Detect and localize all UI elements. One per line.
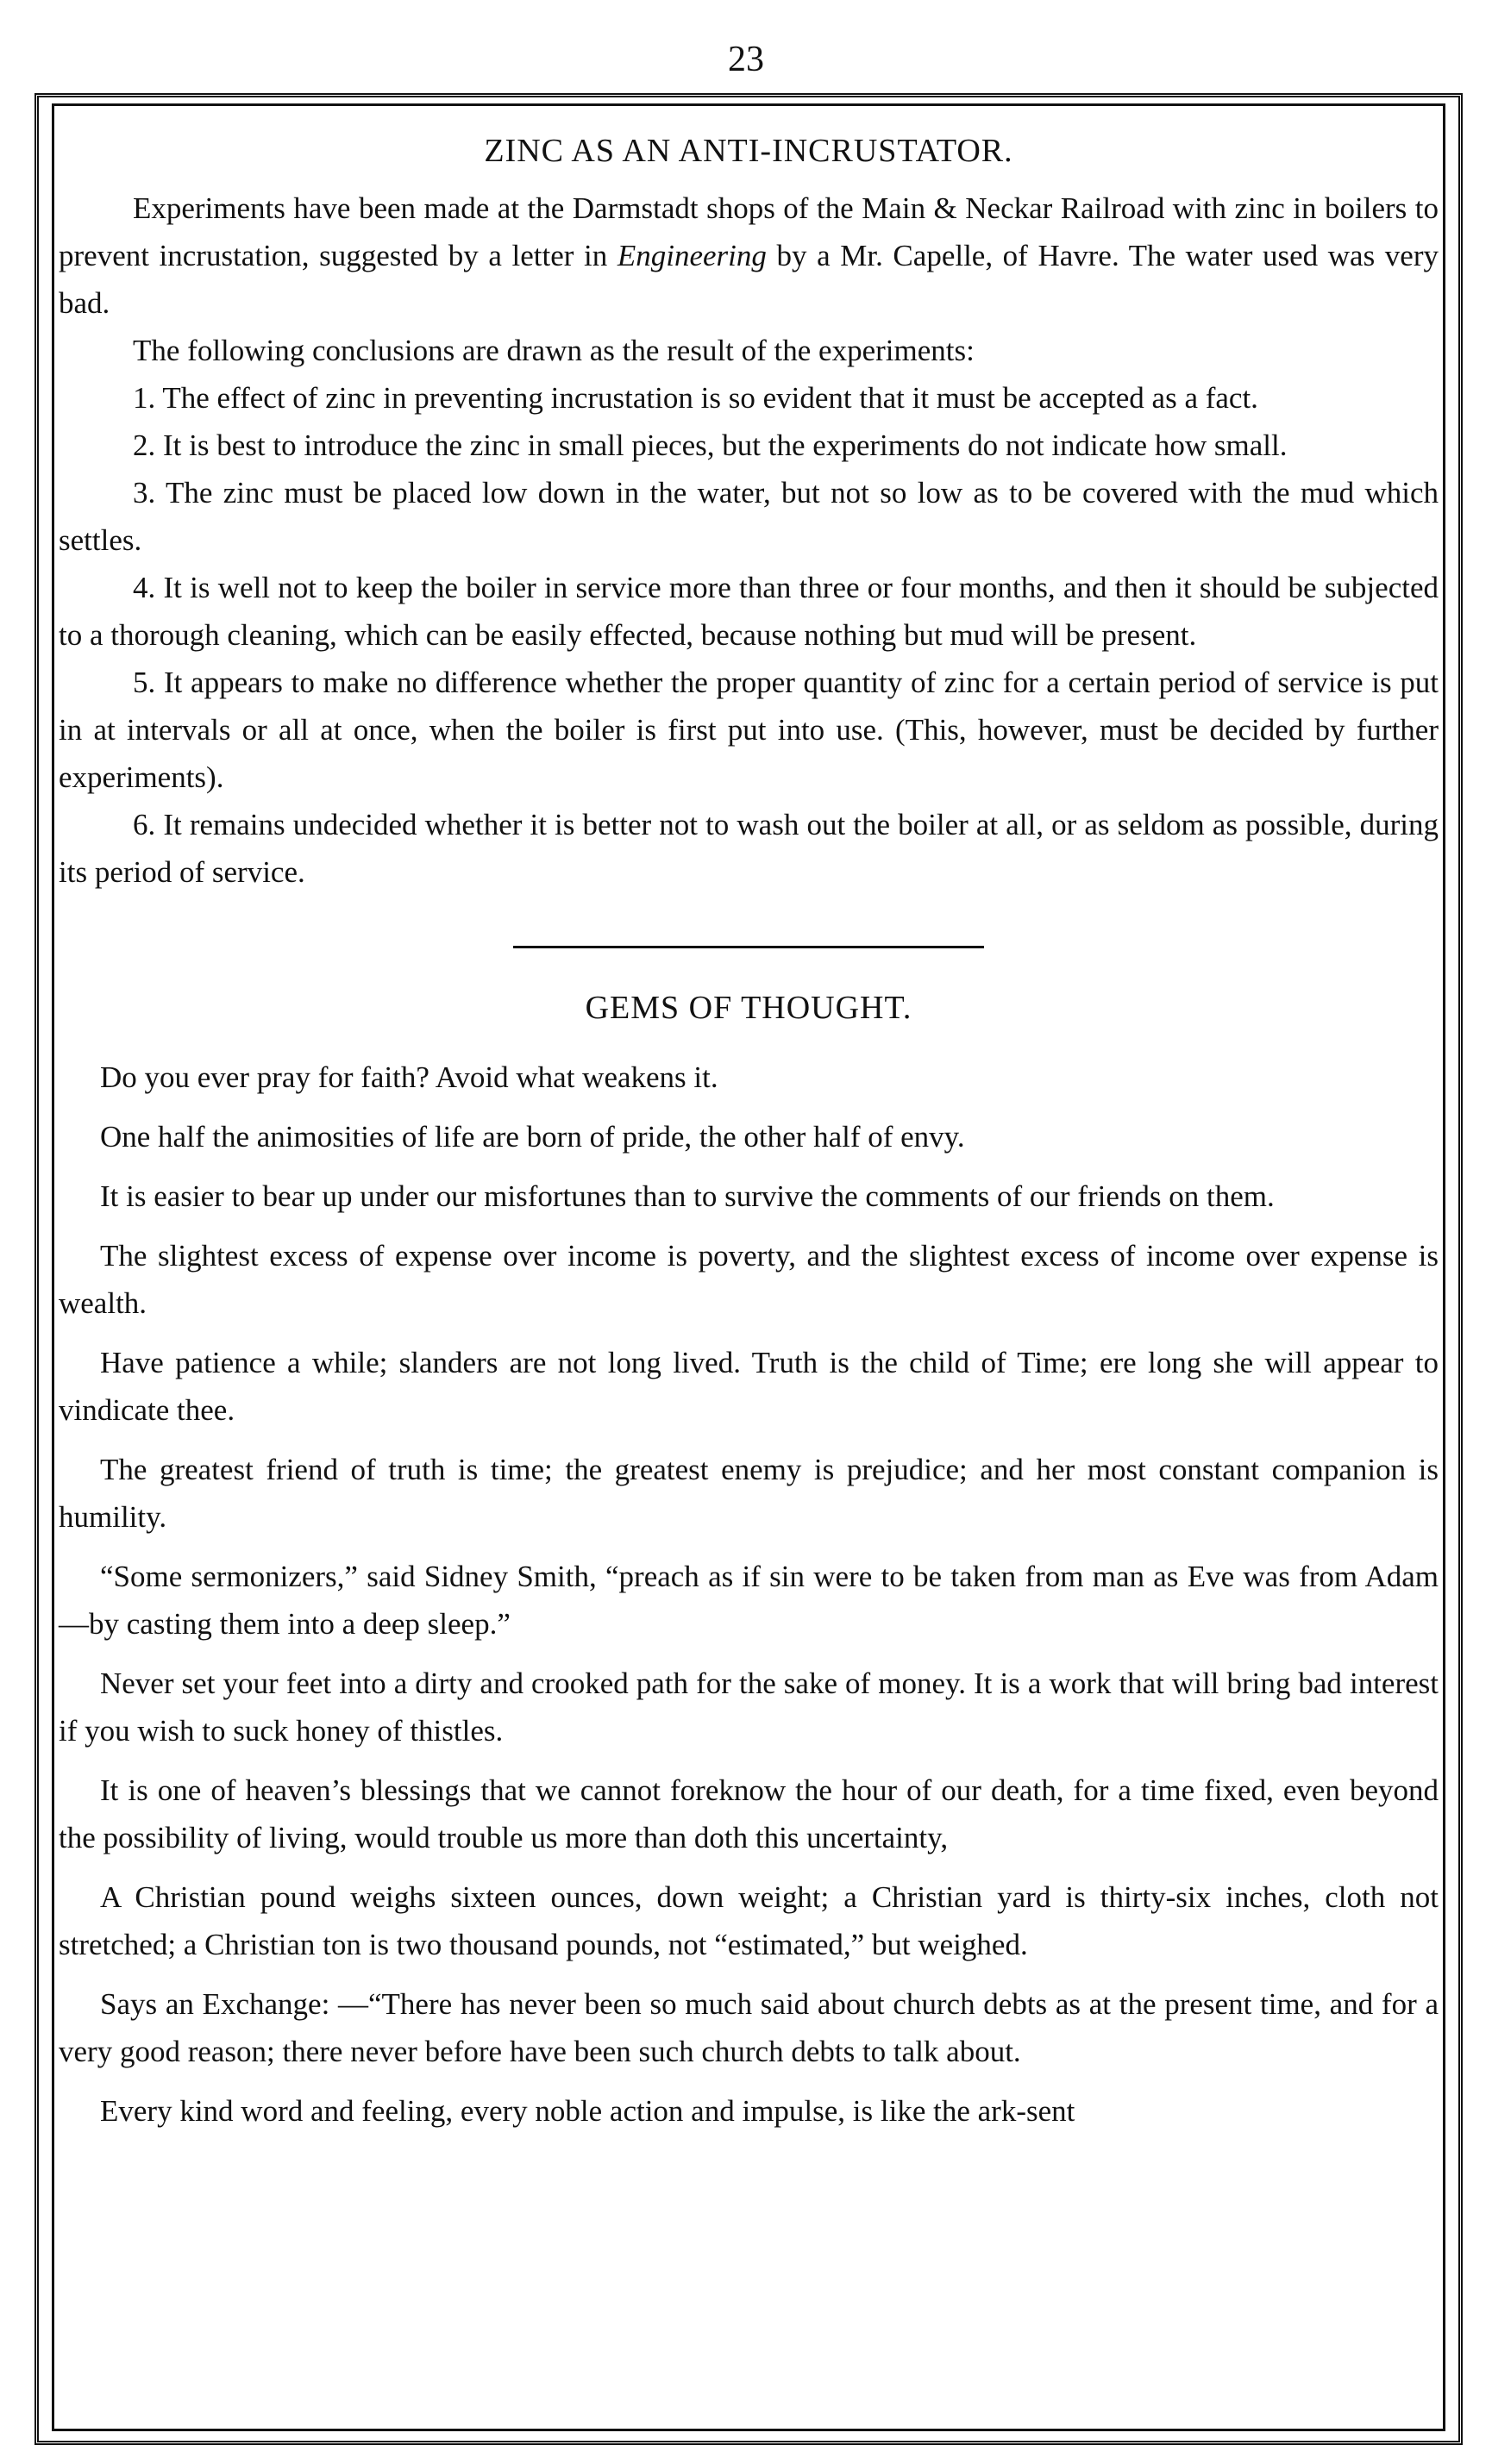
- conclusions-lead-in: The following conclusions are drawn as the result of the experiments:: [133, 334, 975, 367]
- gem-item: Have patience a while; slanders are not long lived. Truth is the child of Time; ere long she will appear to vindicate thee.: [59, 1346, 1439, 1427]
- zinc-section-title: ZINC AS AN ANTI-INCRUSTATOR.: [484, 133, 1013, 169]
- engineering-journal-name: Engineering: [617, 239, 767, 272]
- page-number: 23: [728, 40, 764, 79]
- gems-section-title: GEMS OF THOUGHT.: [585, 990, 912, 1026]
- conclusion-item: 4. It is well not to keep the boiler in service more than three or four months, and then it should be subjected to a thorough cleaning, which can be easily effected, because nothing but mud will be present.: [59, 571, 1439, 652]
- gem-item: Says an Exchange: —“There has never been so much said about church debts as at the present time, and for a very good reason; there never before have been such church debts to talk about.: [59, 1987, 1439, 2068]
- section-divider: [513, 946, 984, 948]
- conclusion-item: 2. It is best to introduce the zinc in small pieces, but the experiments do not indicate how small.: [133, 428, 1288, 462]
- zinc-intro-text: Experiments have been made at the Darmstadt shops of the Main & Neckar Railroad with zinc in boilers to prevent incrustation, suggested by a letter in: [59, 191, 1439, 272]
- gem-item: Never set your feet into a dirty and crooked path for the sake of money. It is a work that will bring bad interest if you wish to suck honey of thistles.: [59, 1667, 1439, 1748]
- zinc-section: [59, 129, 1439, 896]
- conclusion-item: 5. It appears to make no difference whether the proper quantity of zinc for a certain period of service is put in at intervals or all at once, when the boiler is first put into use. (This, however, must be decided by further experiments).: [59, 666, 1439, 794]
- conclusion-item: 6. It remains undecided whether it is better not to wash out the boiler at all, or as seldom as possible, during its period of service.: [59, 808, 1439, 889]
- gem-item: Every kind word and feeling, every noble action and impulse, is like the ark-sent: [100, 2094, 1075, 2128]
- gem-item: It is one of heaven’s blessings that we cannot foreknow the hour of our death, for a time fixed, even beyond the possibility of living, would trouble us more than doth this uncertainty,: [59, 1773, 1439, 1854]
- gem-item: One half the animosities of life are born of pride, the other half of envy.: [100, 1120, 965, 1154]
- page-body: [59, 129, 1439, 2147]
- gem-item: A Christian pound weighs sixteen ounces, down weight; a Christian yard is thirty-six inches, cloth not stretched; a Christian ton is two thousand pounds, not “estimated,” but weighed.: [59, 1880, 1439, 1961]
- gem-item: The slightest excess of expense over income is poverty, and the slightest excess of income over expense is wealth.: [59, 1239, 1439, 1320]
- gem-item: Do you ever pray for faith? Avoid what weakens it.: [100, 1060, 718, 1094]
- gems-section: [59, 986, 1439, 2135]
- zinc-intro-paragraph: [59, 184, 1439, 327]
- gem-item: “Some sermonizers,” said Sidney Smith, “preach as if sin were to be taken from man as Eve was from Adam—by casting them into a deep sleep.”: [59, 1560, 1439, 1641]
- conclusion-item: 1. The effect of zinc in preventing incrustation is so evident that it must be accepted as a fact.: [133, 381, 1258, 415]
- conclusion-item: 3. The zinc must be placed low down in the water, but not so low as to be covered with the mud which settles.: [59, 476, 1439, 557]
- zinc-intro-text-end: by a Mr. Capelle, of Havre. The water used was very bad.: [59, 239, 1439, 320]
- gem-item: The greatest friend of truth is time; the greatest enemy is prejudice; and her most constant companion is humility.: [59, 1453, 1439, 1534]
- gem-item: It is easier to bear up under our misfortunes than to survive the comments of our friends on them.: [100, 1179, 1275, 1213]
